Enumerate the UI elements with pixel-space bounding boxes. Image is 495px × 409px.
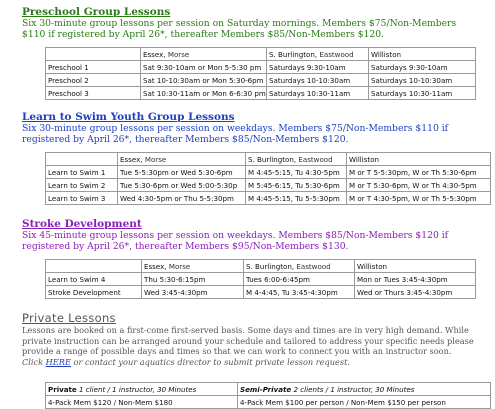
click-suffix: or contact your aquatics director to submit private lesson request. bbox=[70, 356, 350, 367]
private-title: Private Lessons bbox=[22, 311, 116, 325]
preschool-table bbox=[45, 47, 476, 100]
table-corner-cell bbox=[46, 260, 142, 273]
schedule-cell: M 4:45-5:15, Tu 5-5:30pm bbox=[246, 192, 347, 205]
schedule-cell: Tue 5-5:30pm or Wed 5:30-6pm bbox=[118, 166, 246, 179]
table-row bbox=[46, 396, 491, 409]
column-header-location: Essex, bbox=[120, 154, 143, 164]
stroke-description: Six 45-minute group lessons per session on weekdays. Members $85/Non-Members $120 if registered by April 26*, thereafter Members $95/Non-Members $130. bbox=[22, 230, 449, 252]
learn-description: Six 30-minute group lessons per session on weekdays. Members $75/Non-Members $110 if registered by April 26*, thereafter Members $85/Non-Members $120. bbox=[22, 123, 449, 145]
learn-table bbox=[45, 152, 491, 205]
column-header-location: S. Burlington, bbox=[246, 261, 295, 271]
private-desc-line2: private instruction can be arranged around your schedule and tailored to address your specific needs please bbox=[22, 335, 474, 346]
row-label: Learn to Swim 2 bbox=[46, 179, 118, 192]
private-header-cell: Private 1 client / 1 instructor, 30 Minutes bbox=[46, 383, 238, 396]
private-price-cell: 4-Pack Mem $120 / Non-Mem $180 bbox=[46, 396, 238, 409]
row-label: Learn to Swim 4 bbox=[46, 273, 142, 286]
private-desc-line3: provide a range of possible days and times so that we can work to connect you with an instructor soon. bbox=[22, 346, 452, 356]
stroke-table bbox=[45, 259, 476, 299]
table-header-row bbox=[46, 153, 491, 166]
column-header bbox=[355, 260, 476, 273]
learn-section bbox=[22, 111, 482, 145]
schedule-cell: M or T 5:30-6pm, W or Th 4:30-5pm bbox=[347, 179, 491, 192]
semi-private-header-cell: Semi-Private 2 clients / 1 instructor, 30 Minutes bbox=[238, 383, 491, 396]
schedule-cell: Wed 3:45-4:30pm bbox=[142, 286, 244, 299]
column-header bbox=[141, 48, 267, 61]
here-link[interactable]: HERE bbox=[45, 356, 71, 367]
column-header-location: Essex, bbox=[144, 261, 167, 271]
schedule-cell: Saturdays 10:30-11am bbox=[369, 87, 476, 100]
schedule-cell: M or T 5-5:30pm, W or Th 5:30-6pm bbox=[347, 166, 491, 179]
table-row bbox=[46, 61, 476, 74]
column-header bbox=[244, 260, 355, 273]
schedule-cell: Saturdays 9:30-10am bbox=[369, 61, 476, 74]
column-header bbox=[369, 48, 476, 61]
table-row bbox=[46, 74, 476, 87]
stroke-title: Stroke Development bbox=[22, 218, 142, 230]
column-header-facility: Morse bbox=[165, 49, 190, 59]
column-header-location: S. Burlington, bbox=[269, 49, 318, 59]
click-prefix: Click bbox=[22, 356, 46, 367]
column-header bbox=[246, 153, 347, 166]
schedule-cell: Thu 5:30-6:15pm bbox=[142, 273, 244, 286]
row-label: Learn to Swim 1 bbox=[46, 166, 118, 179]
table-row bbox=[46, 273, 476, 286]
column-header-facility: Morse bbox=[142, 154, 167, 164]
learn-title: Learn to Swim Youth Group Lessons bbox=[22, 111, 235, 123]
schedule-cell: Tue 5:30-6pm or Wed 5:00-5:30p bbox=[118, 179, 246, 192]
table-header-row bbox=[46, 260, 476, 273]
private-description bbox=[22, 325, 492, 367]
table-row bbox=[46, 383, 491, 396]
schedule-cell: Wed or Thurs 3:45-4:30pm bbox=[355, 286, 476, 299]
column-header bbox=[347, 153, 491, 166]
table-header-row bbox=[46, 48, 476, 61]
schedule-cell: Sat 9:30-10am or Mon 5-5:30 pm bbox=[141, 61, 267, 74]
preschool-section bbox=[22, 6, 482, 40]
row-label: Learn to Swim 3 bbox=[46, 192, 118, 205]
schedule-cell: Sat 10:30-11am or Mon 6-6:30 pm bbox=[141, 87, 267, 100]
schedule-cell: M or T 4:30-5pm, W or Th 5-5:30pm bbox=[347, 192, 491, 205]
column-header-location: S. Burlington, bbox=[248, 154, 297, 164]
table-corner-cell bbox=[46, 48, 141, 61]
table-corner-cell bbox=[46, 153, 118, 166]
column-header-facility: Eastwood bbox=[294, 261, 331, 271]
row-label: Preschool 3 bbox=[46, 87, 141, 100]
row-label: Preschool 1 bbox=[46, 61, 141, 74]
schedule-cell: Tues 6:00-6:45pm bbox=[244, 273, 355, 286]
private-section bbox=[22, 311, 492, 367]
schedule-cell: Saturdays 10:30-11am bbox=[267, 87, 369, 100]
table-row bbox=[46, 286, 476, 299]
private-pricing-table bbox=[45, 382, 491, 409]
schedule-cell: Mon or Tues 3:45-4:30pm bbox=[355, 273, 476, 286]
column-header-facility: Morse bbox=[166, 261, 191, 271]
table-row bbox=[46, 179, 491, 192]
column-header-location: Williston bbox=[349, 154, 380, 164]
preschool-title: Preschool Group Lessons bbox=[22, 6, 171, 18]
table-row bbox=[46, 192, 491, 205]
schedule-cell: M 5:45-6:15, Tu 5:30-6pm bbox=[246, 179, 347, 192]
column-header-location: Essex, bbox=[143, 49, 166, 59]
row-label: Preschool 2 bbox=[46, 74, 141, 87]
semi-private-price-cell: 4-Pack Mem $100 per person / Non-Mem $150 per person bbox=[238, 396, 491, 409]
schedule-cell: M 4-4:45, Tu 3:45-4:30pm bbox=[244, 286, 355, 299]
column-header bbox=[267, 48, 369, 61]
row-label: Stroke Development bbox=[46, 286, 142, 299]
schedule-cell: Saturdays 10-10:30am bbox=[267, 74, 369, 87]
column-header-location: Williston bbox=[371, 49, 402, 59]
stroke-section bbox=[22, 218, 482, 252]
column-header-facility: Eastwood bbox=[296, 154, 333, 164]
table-row bbox=[46, 166, 491, 179]
schedule-cell: Saturdays 9:30-10am bbox=[267, 61, 369, 74]
schedule-cell: M 4:45-5:15, Tu 4:30-5pm bbox=[246, 166, 347, 179]
private-desc-line1: Lessons are booked on a first-come first-served basis. Some days and times are in very high demand. While bbox=[22, 325, 469, 335]
column-header-location: Williston bbox=[357, 261, 388, 271]
schedule-cell: Sat 10-10:30am or Mon 5:30-6pm bbox=[141, 74, 267, 87]
column-header bbox=[118, 153, 246, 166]
schedule-cell: Saturdays 10-10:30am bbox=[369, 74, 476, 87]
preschool-description: Six 30-minute group lessons per session on Saturday mornings. Members $75/Non-Members $110 if registered by April 26*, thereafter Members $85/Non-Members $120. bbox=[22, 18, 457, 40]
table-row bbox=[46, 87, 476, 100]
column-header-facility: Eastwood bbox=[317, 49, 354, 59]
schedule-cell: Wed 4:30-5pm or Thu 5-5:30pm bbox=[118, 192, 246, 205]
column-header bbox=[142, 260, 244, 273]
